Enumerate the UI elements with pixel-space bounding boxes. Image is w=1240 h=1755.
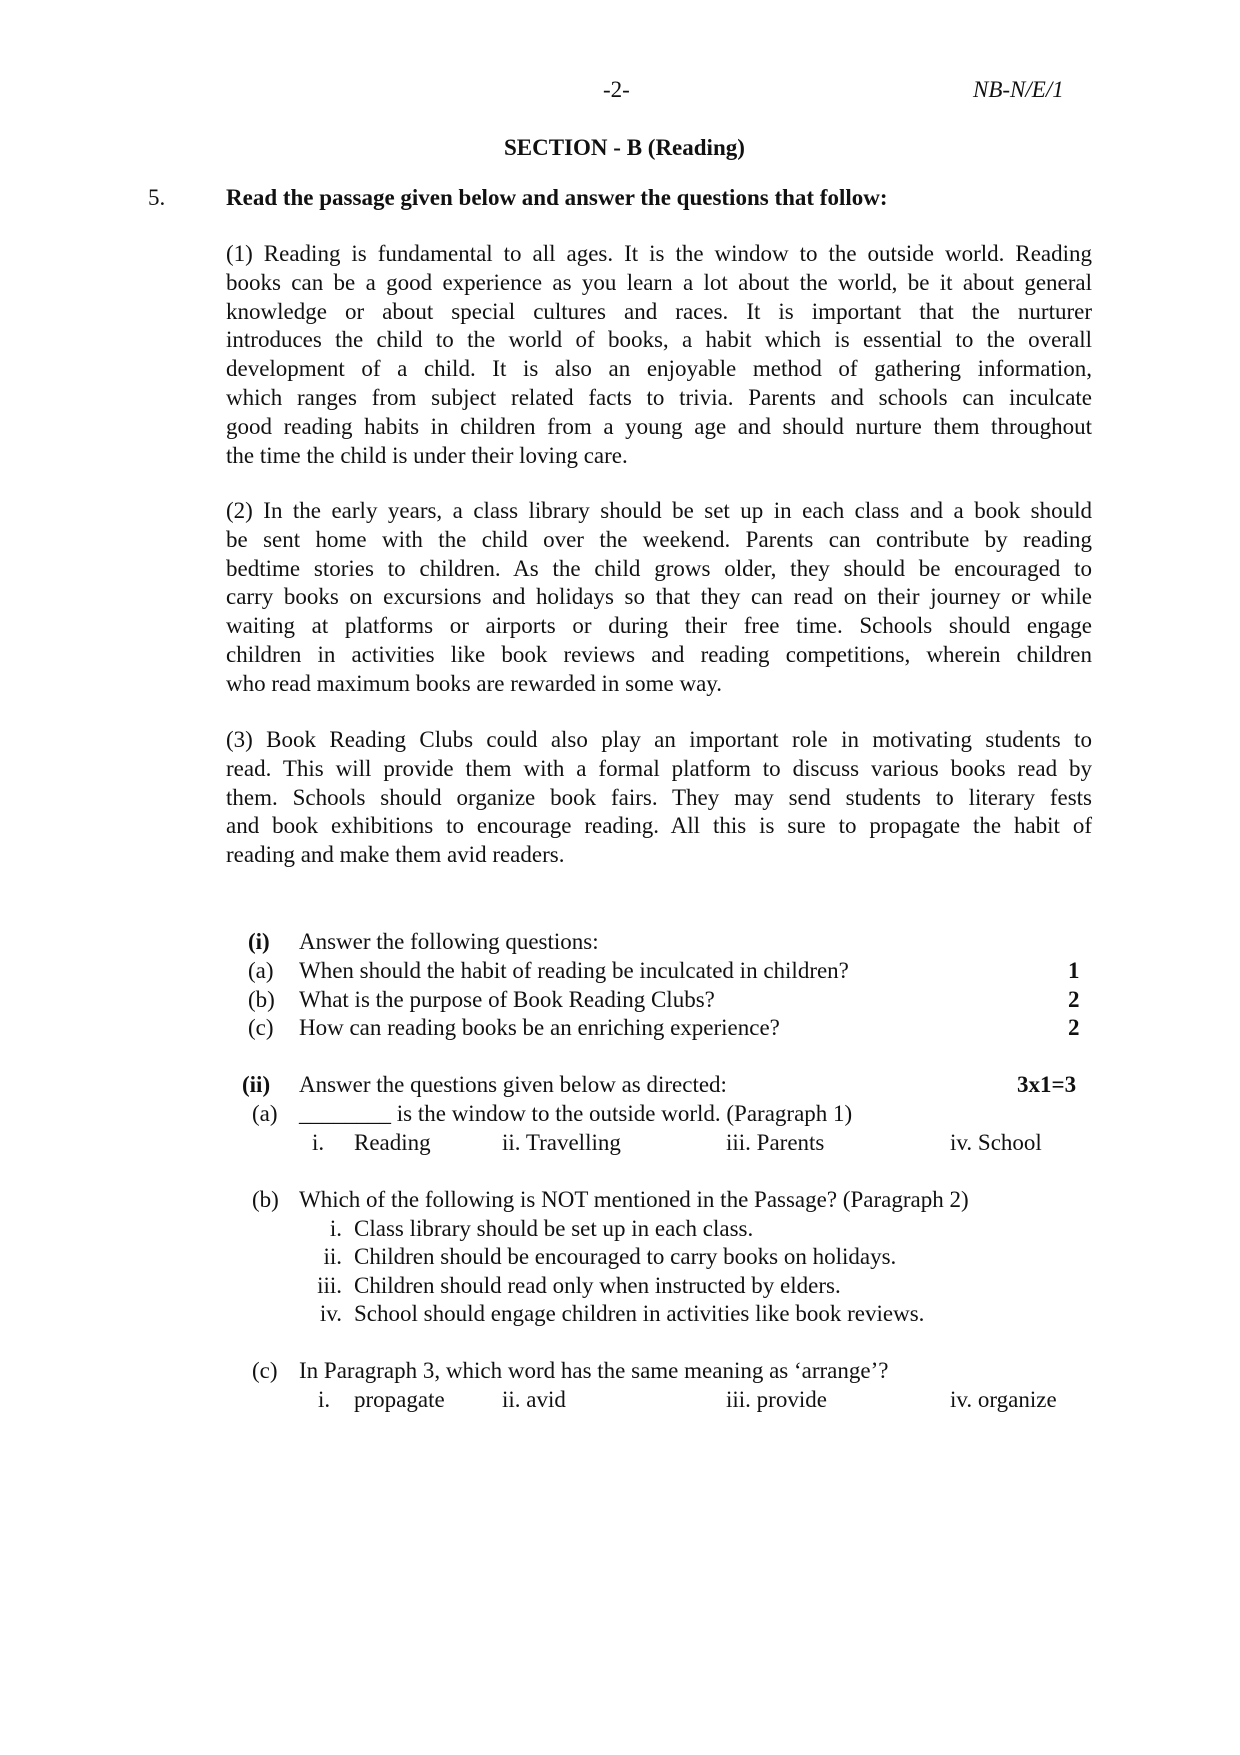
passage-line: development of a child. It is also an enjoyable method of gathering information, (226, 356, 1092, 382)
passage-line: read. This will provide them with a formal platform to discuss various books read by (226, 755, 1092, 781)
passage-line: which ranges from subject related facts to trivia. Parents and schools can inculcate (226, 384, 1092, 410)
option-text: iii. Parents (726, 1130, 825, 1155)
passage-line: carry books on excursions and holidays so that they can read on their journey or while (226, 584, 1092, 610)
part-i-prompt: Answer the following questions: (299, 929, 599, 954)
part-ii-label: (ii) (242, 1072, 271, 1097)
option-text: iv. organize (950, 1387, 1057, 1412)
passage-line: and book exhibitions to encourage reading. All this is sure to propagate the habit of (226, 813, 1092, 839)
option-number: i. (318, 1387, 331, 1412)
item-label: (b) (248, 987, 275, 1012)
item-text: In Paragraph 3, which word has the same meaning as ‘arrange’? (299, 1358, 889, 1383)
passage-line: (3) Book Reading Clubs could also play an important role in motivating students to (226, 727, 1092, 752)
passage-line: the time the child is under their loving care. (226, 442, 628, 468)
item-marks: 1 (1068, 958, 1080, 983)
page-number: -2- (603, 77, 630, 102)
paper-code: NB-N/E/1 (973, 77, 1064, 102)
passage-paragraph-2 (226, 497, 1092, 699)
passage-line: bedtime stories to children. As the child grows older, they should be encouraged to (226, 555, 1092, 581)
option-text: iv. School (950, 1130, 1042, 1155)
item-text: ________ is the window to the outside world. (Paragraph 1) (299, 1101, 853, 1126)
option-number: iii. (317, 1273, 342, 1298)
item-text: When should the habit of reading be inculcated in children? (299, 958, 849, 983)
item-label: (a) (252, 1101, 278, 1126)
passage-line: introduces the child to the world of books, a habit which is essential to the overall (226, 327, 1092, 353)
option-number: ii. (323, 1244, 342, 1269)
part-i-label: (i) (248, 929, 270, 954)
passage-line: good reading habits in children from a young age and should nurture them throughout (226, 413, 1092, 439)
passage-line: be sent home with the child over the weekend. Parents can contribute by reading (226, 526, 1092, 552)
option-text: Class library should be set up in each class. (354, 1216, 754, 1241)
item-label: (b) (252, 1187, 279, 1212)
option-text: ii. Travelling (502, 1130, 621, 1155)
option-text: ii. avid (502, 1387, 566, 1412)
item-text: What is the purpose of Book Reading Clubs? (299, 987, 715, 1012)
passage-line: who read maximum books are rewarded in some way. (226, 670, 723, 696)
passage-paragraph-3 (226, 726, 1092, 870)
option-text: iii. provide (726, 1387, 827, 1412)
passage-line: reading and make them avid readers. (226, 842, 565, 868)
option-text: Children should be encouraged to carry books on holidays. (354, 1244, 897, 1269)
part-ii-prompt: Answer the questions given below as directed: (299, 1072, 727, 1097)
item-label: (c) (252, 1358, 278, 1383)
option-number: i. (329, 1216, 342, 1241)
passage-line: books can be a good experience as you learn a lot about the world, be it about general (226, 269, 1092, 295)
option-text: Reading (354, 1130, 431, 1155)
passage-line: them. Schools should organize book fairs. They may send students to literary fests (226, 784, 1092, 810)
item-label: (c) (248, 1015, 274, 1040)
passage-line: (2) In the early years, a class library should be set up in each class and a book should (226, 498, 1092, 523)
option-number: iv. (319, 1301, 342, 1326)
passage-line: knowledge or about special cultures and races. It is important that the nurturer (226, 298, 1092, 324)
passage-paragraph-1 (226, 240, 1092, 470)
option-text: Children should read only when instructed by elders. (354, 1273, 841, 1298)
item-marks: 2 (1068, 987, 1080, 1012)
passage-line: waiting at platforms or airports or during their free time. Schools should engage (226, 613, 1092, 639)
passage-line: children in activities like book reviews and reading competitions, wherein children (226, 641, 1092, 667)
question-instruction: Read the passage given below and answer the questions that follow: (226, 185, 888, 210)
passage-line: (1) Reading is fundamental to all ages. It is the window to the outside world. Reading (226, 241, 1092, 266)
item-text: How can reading books be an enriching experience? (299, 1015, 780, 1040)
item-text: Which of the following is NOT mentioned in the Passage? (Paragraph 2) (299, 1187, 969, 1212)
part-ii-marks: 3x1=3 (1017, 1072, 1077, 1097)
item-label: (a) (248, 958, 274, 983)
option-text: propagate (354, 1387, 445, 1412)
option-text: School should engage children in activities like book reviews. (354, 1301, 925, 1326)
section-title: SECTION - B (Reading) (504, 135, 745, 160)
question-number: 5. (148, 185, 166, 210)
option-number: i. (312, 1130, 325, 1155)
item-marks: 2 (1068, 1015, 1080, 1040)
